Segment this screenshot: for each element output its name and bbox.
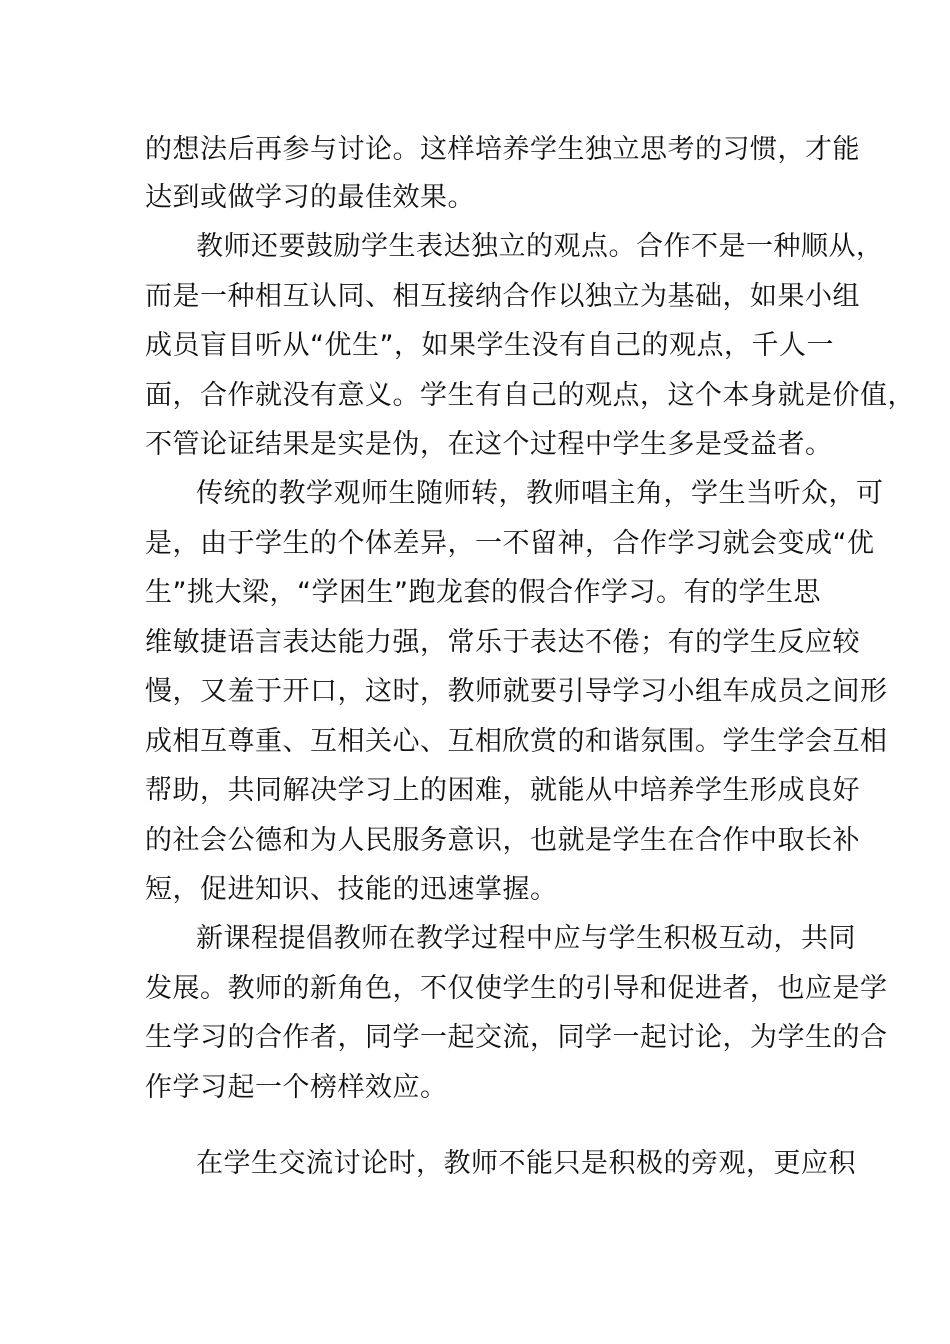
paragraph-first-line: 在学生交流讨论时，教师不能只是积极的旁观，更应积 bbox=[196, 1148, 856, 1179]
text-line: 面，合作就没有意义。学生有自己的观点，这个本身就是价值， bbox=[145, 380, 915, 411]
text-line: 不管论证结果是实是伪，在这个过程中学生多是受益者。 bbox=[145, 429, 833, 460]
text-line: 慢，又羞于开口，这时，教师就要引导学习小组车成员之间形 bbox=[145, 676, 888, 707]
text-line: 生学习的合作者，同学一起交流，同学一起讨论，为学生的合 bbox=[145, 1022, 888, 1053]
text-line: 维敏捷语言表达能力强，常乐于表达不倦；有的学生反应较 bbox=[145, 627, 860, 658]
paragraph-first-line: 传统的教学观师生随师转，教师唱主角，学生当听众，可 bbox=[196, 478, 884, 509]
text-line: 而是一种相互认同、相互接纳合作以独立为基础，如果小组 bbox=[145, 281, 860, 312]
text-line: 发展。教师的新角色，不仅使学生的引导和促进者，也应是学 bbox=[145, 973, 888, 1004]
paragraph-first-line: 新课程提倡教师在教学过程中应与学生积极互动，共同 bbox=[196, 923, 856, 954]
text-line: 帮助，共同解决学习上的困难，就能从中培养学生形成良好 bbox=[145, 775, 860, 806]
text-line: 的想法后再参与讨论。这样培养学生独立思考的习惯，才能 bbox=[145, 134, 860, 165]
text-line: 的社会公德和为人民服务意识，也就是学生在合作中取长补 bbox=[145, 825, 860, 856]
text-line: 生”挑大梁，“学困生”跑龙套的假合作学习。有的学生思 bbox=[145, 577, 821, 608]
text-line: 成员盲目听从“优生”，如果学生没有自己的观点，千人一 bbox=[145, 330, 834, 361]
text-line: 作学习起一个榜样效应。 bbox=[145, 1072, 448, 1103]
text-line: 是，由于学生的个体差异，一不留神，合作学习就会变成“优 bbox=[145, 528, 875, 559]
text-line: 短，促进知识、技能的迅速掌握。 bbox=[145, 874, 558, 905]
paragraph-first-line: 教师还要鼓励学生表达独立的观点。合作不是一种顺从， bbox=[196, 231, 884, 262]
text-line: 成相互尊重、互相关心、互相欣赏的和谐氛围。学生学会互相 bbox=[145, 726, 888, 757]
text-line: 达到或做学习的最佳效果。 bbox=[145, 182, 475, 213]
